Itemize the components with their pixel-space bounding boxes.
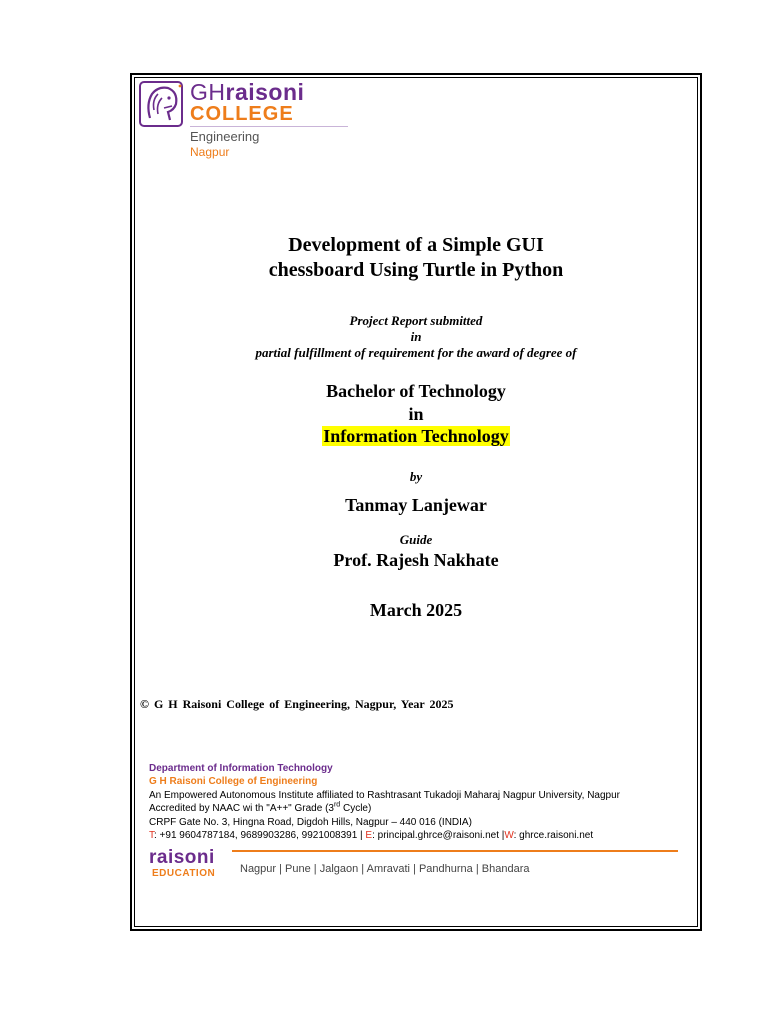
logo-college: COLLEGE	[190, 103, 294, 125]
email-address: : principal.ghrce@raisoni.net |	[372, 830, 505, 842]
footer-contact	[149, 829, 620, 842]
education-wordmark: EDUCATION	[152, 868, 216, 879]
submitted-line-1: Project Report submitted	[349, 313, 483, 328]
campus-cities: Nagpur | Pune | Jalgaon | Amravati | Pandhurna | Bhandara	[240, 863, 530, 875]
logo-city: Nagpur	[190, 145, 230, 159]
submitted-line-2: in	[410, 329, 422, 344]
footer-orange-rule	[232, 850, 678, 852]
by-label: by	[409, 469, 423, 484]
logo-wordmark	[190, 80, 304, 104]
submitted-line-3: partial fulfillment of requirement for the award of degree of	[255, 345, 577, 360]
logo-gh: GH	[190, 79, 226, 105]
raisoni-education-logo	[149, 848, 215, 880]
guide-name: Prof. Rajesh Nakhate	[333, 550, 499, 570]
title-line-1: Development of a Simple GUI	[288, 234, 544, 256]
footer-affiliation: An Empowered Autonomous Institute affiliated to Rashtrasant Tukadoji Maharaj Nagpur University, Nagpur	[149, 789, 620, 801]
degree-in: in	[408, 404, 424, 424]
author-name: Tanmay Lanjewar	[345, 495, 487, 515]
report-title	[134, 233, 698, 283]
degree-branch-wrap	[134, 425, 698, 447]
accreditation-cycle: Cycle)	[340, 803, 372, 815]
raisoni-wordmark: raisoni	[149, 847, 215, 868]
footer-address: CRPF Gate No. 3, Hingna Road, Digdoh Hills, Nagpur – 440 016 (INDIA)	[149, 816, 472, 828]
lion-emblem-icon	[138, 80, 184, 128]
logo-raisoni: raisoni	[225, 79, 305, 105]
logo-engineering: Engineering	[190, 129, 260, 144]
phone-numbers: : +91 9604787184, 9689903286, 9921008391 |	[154, 830, 366, 842]
accreditation-text: Accredited by NAAC wi th "A++" Grade (3	[149, 803, 334, 815]
logo-divider	[190, 126, 348, 127]
copyright-notice: © G H Raisoni College of Engineering, Nagpur, Year 2025	[140, 697, 454, 711]
web-address: : ghrce.raisoni.net	[513, 830, 594, 842]
title-line-2: chessboard Using Turtle in Python	[268, 259, 564, 281]
footer-college: G H Raisoni College of Engineering	[149, 776, 318, 788]
footer-accreditation	[149, 802, 620, 815]
letterhead-footer	[149, 762, 620, 842]
phone-label: T	[149, 830, 154, 842]
degree-branch: Information Technology	[323, 426, 509, 446]
web-label: W	[504, 830, 514, 842]
submission-date: March 2025	[369, 600, 463, 620]
college-logo	[138, 80, 358, 160]
guide-label: Guide	[399, 532, 433, 547]
footer-department: Department of Information Technology	[149, 763, 333, 774]
accreditation-sup: rd	[333, 801, 341, 809]
email-label: E	[365, 830, 373, 842]
degree-name: Bachelor of Technology	[326, 381, 506, 401]
